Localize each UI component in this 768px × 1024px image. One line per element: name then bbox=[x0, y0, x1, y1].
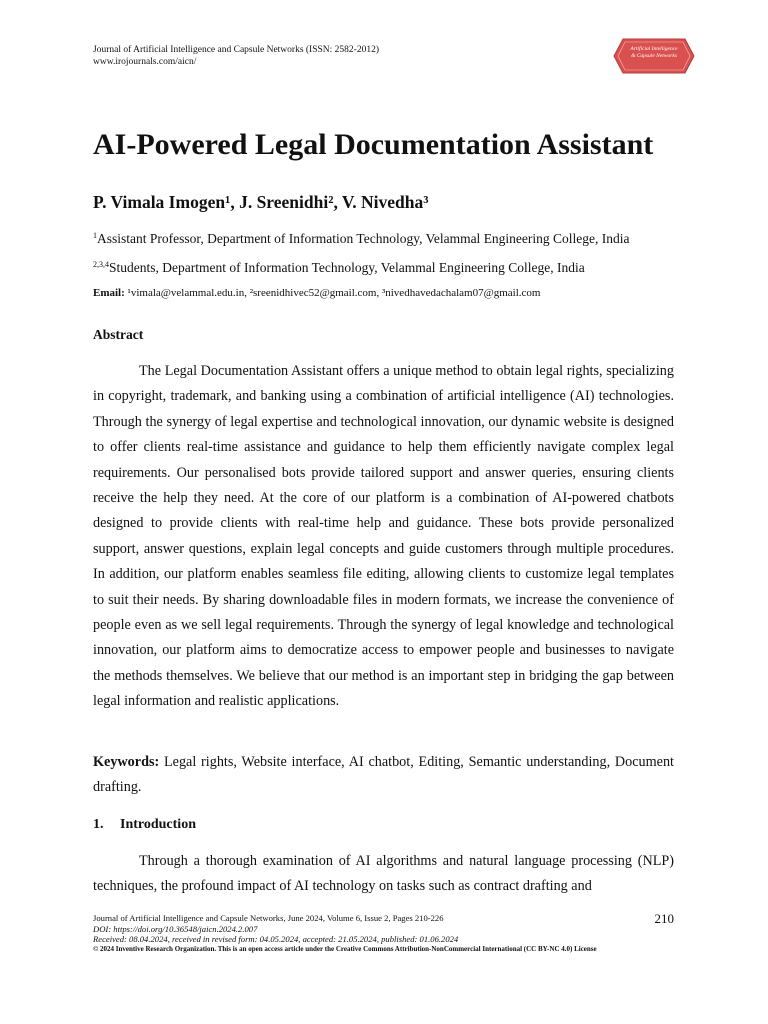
journal-url[interactable]: www.irojournals.com/aicn/ bbox=[93, 57, 197, 67]
introduction-paragraph: Through a thorough examination of AI algorithms and natural language processing (NLP) techniques, the profound impact of AI technology on tasks such as contract drafting and bbox=[93, 853, 674, 895]
author-list: P. Vimala Imogen¹, J. Sreenidhi², V. Nivedha³ bbox=[93, 192, 429, 212]
introduction-body bbox=[93, 849, 674, 900]
page-number: 210 bbox=[654, 911, 674, 926]
abstract-body bbox=[93, 359, 674, 715]
running-header bbox=[93, 44, 379, 68]
email-line bbox=[93, 286, 540, 300]
keywords-list: Legal rights, Website interface, AI chatbot, Editing, Semantic understanding, Document drafting. bbox=[93, 754, 675, 795]
keywords bbox=[93, 750, 674, 800]
paper-title: AI-Powered Legal Documentation Assistant bbox=[93, 128, 654, 161]
keywords-label: Keywords: bbox=[93, 754, 160, 770]
journal-logo-text-top: Artificial Intelligence bbox=[630, 46, 678, 52]
section-heading-introduction bbox=[93, 816, 196, 834]
journal-logo-text-bottom: & Capsule Networks bbox=[631, 53, 677, 59]
email-label: Email: bbox=[93, 287, 125, 299]
section-title: Introduction bbox=[120, 817, 196, 832]
journal-logo bbox=[613, 38, 695, 74]
email-addresses[interactable]: ¹vimala@velammal.edu.in, ²sreenidhivec52@gmail.com, ³nivedhavedachalam07@gmail.com bbox=[127, 287, 541, 299]
journal-header-line: Journal of Artificial Intelligence and Capsule Networks (ISSN: 2582-2012) bbox=[93, 45, 379, 55]
affiliation-2 bbox=[93, 256, 585, 277]
footer-dates: Received: 08.04.2024, received in revised form: 04.05.2024, accepted: 21.05.2024, published: 01.06.2024 bbox=[93, 934, 459, 944]
abstract-heading: Abstract bbox=[93, 327, 144, 342]
affiliation-2-sup: 2,3,4 bbox=[93, 260, 109, 269]
affiliation-1-sup: 1 bbox=[93, 231, 97, 240]
journal-logo-text bbox=[613, 46, 695, 60]
section-number: 1. bbox=[93, 817, 104, 832]
abstract-paragraph: The Legal Documentation Assistant offers a unique method to obtain legal rights, specializing in copyright, trademark, and banking using a combination of artificial intelligence (AI) technologies. Through the synergy of legal expertise and technological innovation, our dynamic website is designed to offer clients real-time assistance and guidance to help them efficiently navigate complex legal requirements. Our personalised bots provide tailored support and answer queries, ensuring clients receive the help they need. At the core of our platform is a combination of AI-powered chatbots designed to provide clients with real-time help and guidance. These bots provide personalized support, answer questions, explain legal concepts and guide customers through multiple procedures. In addition, our platform enables seamless file editing, allowing clients to customize legal templates to suit their needs. By sharing downloadable files in modern formats, we increase the convenience of people even as we sell legal requirements. Through the synergy of legal knowledge and technological innovation, our platform aims to democratize access to empower people and businesses to navigate the methods themselves. We believe that our method is an important step in bridging the gap between legal information and realistic applications. bbox=[93, 363, 674, 710]
affiliation-1 bbox=[93, 227, 630, 248]
footer-doi[interactable]: DOI: https://doi.org/10.36548/jaicn.2024.2.007 bbox=[93, 923, 258, 934]
page-footer bbox=[93, 913, 674, 945]
footer-citation: Journal of Artificial Intelligence and Capsule Networks, June 2024, Volume 6, Issue 2, Pages 210-226 bbox=[93, 913, 444, 923]
affiliation-1-text: Assistant Professor, Department of Information Technology, Velammal Engineering College, India bbox=[97, 231, 630, 246]
footer-license: © 2024 Inventive Research Organization. This is an open access article under the Creative Commons Attribution-NonCommercial International (CC BY-NC 4.0) License bbox=[93, 945, 597, 953]
affiliation-2-text: Students, Department of Information Technology, Velammal Engineering College, India bbox=[109, 260, 585, 275]
